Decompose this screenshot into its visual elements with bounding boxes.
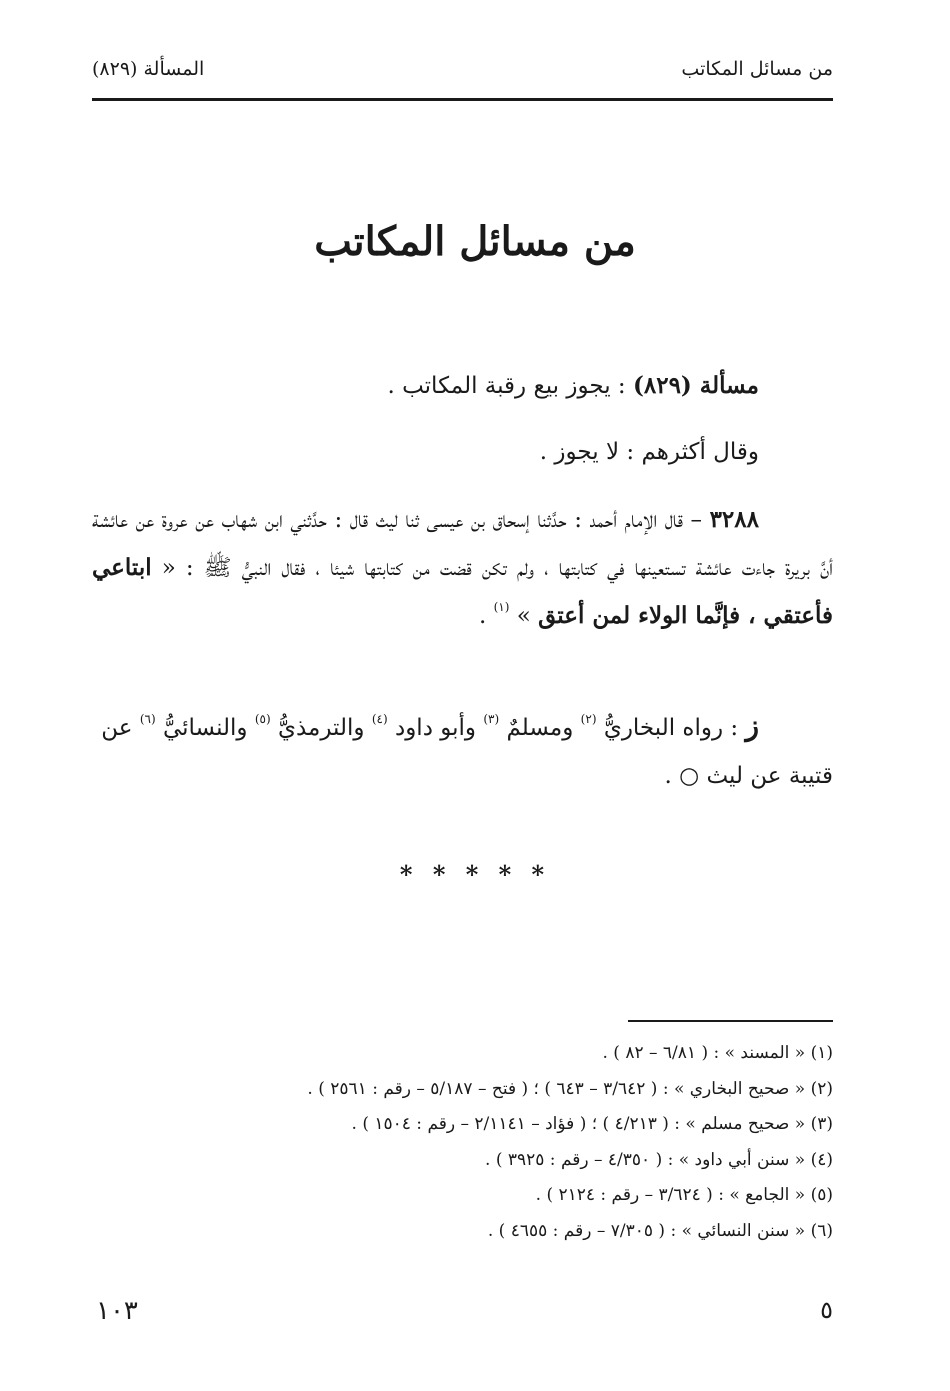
takhrij-bukhari: رواه البخاريُّ — [603, 715, 724, 741]
hadith-number: ٣٢٨٨ — [709, 506, 759, 533]
issue-statement — [92, 362, 833, 410]
takhrij-tirmidhi: والترمذيُّ — [277, 715, 372, 741]
header-issue-ref: المسألة (٨٢٩) — [92, 58, 205, 80]
volume-number: ٥ — [820, 1296, 833, 1324]
chapter-title: من مسائل المكاتب — [314, 218, 636, 265]
section-separator: * * * * * — [399, 860, 551, 889]
issue-text: : يجوز بيع رقبة المكاتب . — [387, 373, 633, 399]
footnote-marker-6: (٦) — [139, 712, 156, 726]
header-chapter-name: من مسائل المكاتب — [681, 58, 833, 80]
footnote-3: (٣) « صحيح مسلم » : ( ٤/٢١٣ ) ؛ ( فؤاد – ٢/١١٤١ – رقم : ١٥٠٤ ) . — [351, 1114, 833, 1134]
takhrij-muslim: ومسلمٌ — [506, 715, 581, 741]
footnote-marker-4: (٤) — [371, 712, 388, 726]
hadith-quote: ابتاعي فأعتقي ، فإنَّما الولاء لمن أعتق — [92, 554, 833, 629]
page-number: ١٠٣ — [96, 1296, 138, 1326]
running-header — [92, 58, 833, 80]
footnote-6: (٦) « سنن النسائي » : ( ٧/٣٠٥ – رقم : ٤٦٥٥ ) . — [487, 1220, 833, 1241]
takhrij-abu-dawud: وأبو داود — [394, 715, 484, 741]
footnote-marker-3: (٣) — [483, 712, 500, 726]
footnote-marker-2: (٢) — [580, 712, 597, 726]
hadith-end: . — [478, 603, 494, 629]
quote-close: » — [516, 603, 539, 629]
majority-view: وقال أكثرهم : لا يجوز . — [539, 439, 759, 465]
footnote-4: (٤) « سنن أبي داود » : ( ٤/٣٥٠ – رقم : ٣٩٢٥ ) . — [485, 1149, 833, 1170]
footnotes-list — [92, 1036, 833, 1249]
issue-label: مسألة (٨٢٩) — [632, 372, 759, 399]
hadith-paragraph — [92, 496, 833, 640]
footnote-marker-1: (١) — [493, 600, 510, 614]
hadith-isnad: – قال الإمام أحمد : حدَّثنا إسحاق بن عيسى ثنا ليث قال : حدَّثني ابن شهاب عن عروة عن عائشة أنَّ بريرة جاءت عائشة تستعينها في كتابتها ، ولم تكن قضت من كتابتها شيئا ، فقال النبيُّ ﷺ : « — [92, 507, 833, 581]
takhrij-nasai: والنسائيُّ — [162, 715, 255, 741]
takhrij-symbol: ز — [745, 709, 759, 742]
footnote-rule — [628, 1020, 833, 1022]
footnote-5: (٥) « الجامع » : ( ٣/٦٢٤ – رقم : ٢١٢٤ ) . — [535, 1185, 833, 1205]
takhrij-paragraph — [92, 702, 833, 800]
footnote-2: (٢) « صحيح البخاري » : ( ٣/٦٤٢ – ٦٤٣ ) ؛ ( فتح – ٥/١٨٧ – رقم : ٢٥٦١ ) . — [307, 1078, 833, 1099]
takhrij-colon: : — [723, 715, 746, 741]
footnote-1: (١) « المسند » : ( ٦/٨١ – ٨٢ ) . — [602, 1043, 833, 1063]
header-rule — [92, 98, 833, 101]
footnote-marker-5: (٥) — [254, 712, 271, 726]
takhrij-end: عن قتيبة عن ليث ○ . — [101, 715, 833, 789]
